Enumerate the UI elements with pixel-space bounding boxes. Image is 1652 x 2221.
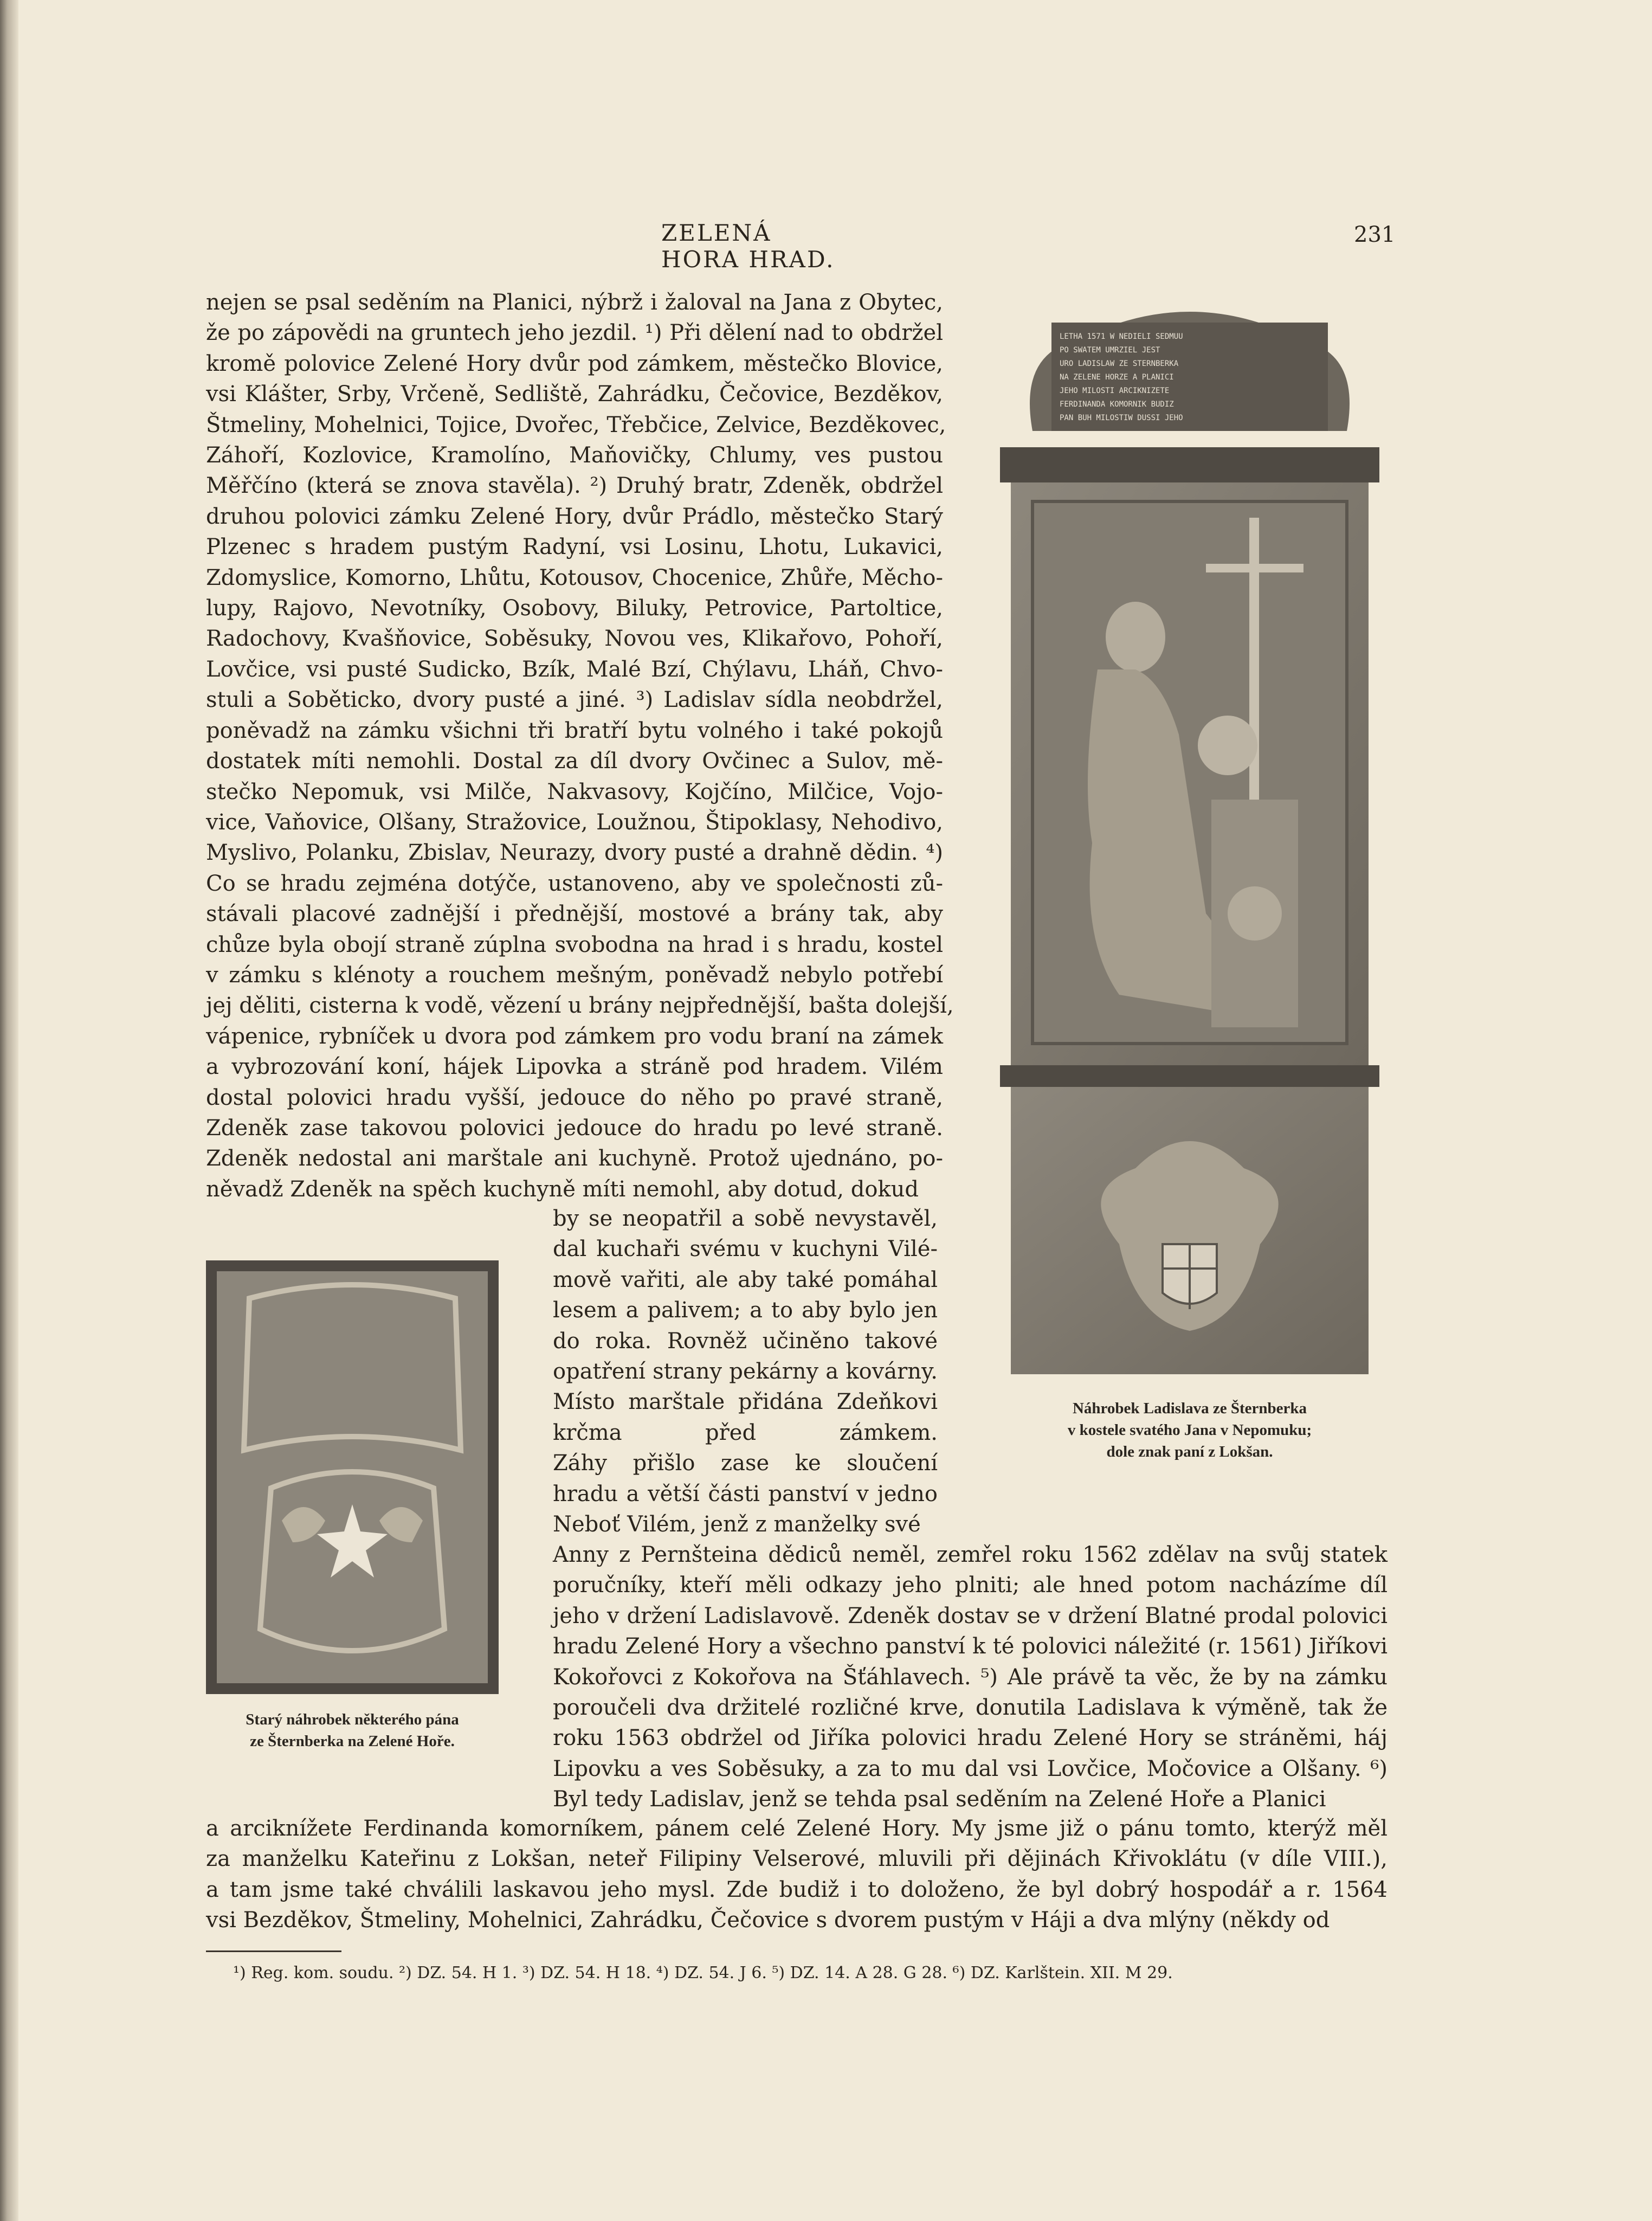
text-line: nejen se psal seděním na Planici, nýbrž i žaloval na Jana z Obytec, xyxy=(206,290,943,315)
text-line: dal kuchaři svému v kuchyni Vilé- xyxy=(553,1237,938,1262)
text-line: hradu a větší části panství v jedno xyxy=(553,1481,938,1507)
text-line: Anny z Pernšteina dědiců neměl, zemřel roku 1562 zdělav na svůj statek xyxy=(553,1542,1388,1567)
svg-text:PO SWATEM UMRZIEL JEST: PO SWATEM UMRZIEL JEST xyxy=(1060,346,1160,355)
text-line: poručníky, kteří měli odkazy jeho plniti; ale hned potom nacházíme díl xyxy=(553,1573,1388,1598)
svg-text:LETHA 1571 W NEDIELI SEDMUU: LETHA 1571 W NEDIELI SEDMUU xyxy=(1060,332,1183,341)
text-column-upper xyxy=(206,287,954,1205)
text-line: a vybrozování koní, hájek Lipovka a stráně pod hradem. Vilém xyxy=(206,1054,943,1080)
old-tombstone-image xyxy=(206,1260,499,1694)
text-line: chůze byla obojí straně zúplna svobodna na hrad i s hradu, kostel xyxy=(206,932,943,957)
text-column-wide xyxy=(553,1540,1388,1815)
text-line: vsi Klášter, Srby, Vrčeně, Sedliště, Zahrádku, Čečovice, Bezděkov, xyxy=(206,382,943,407)
text-line: Místo marštale přidána Zdeňkovi xyxy=(553,1389,938,1415)
text-line: kromě polovice Zelené Hory dvůr pod zámkem, městečko Blovice, xyxy=(206,351,943,376)
text-line: stávali placové zadnější i přednější, mostové a brány tak, aby xyxy=(206,902,943,927)
text-line: Lovčice, vsi pusté Sudicko, Bzík, Malé Bzí, Chýlavu, Lháň, Chvo- xyxy=(206,656,943,682)
text-line: mově vařiti, ale aby také pomáhal xyxy=(553,1267,938,1292)
page-edge xyxy=(0,0,18,2221)
text-line: hradu Zelené Hory a všechno panství k té polovici náležité (r. 1561) Jiříkovi xyxy=(553,1634,1388,1659)
text-line: by se neopatřil a sobě nevystavěl, xyxy=(553,1206,938,1231)
text-line: dostatek míti nemohli. Dostal za díl dvory Ovčinec a Sulov, mě- xyxy=(206,749,943,774)
text-line: Záhoří, Kozlovice, Kramolíno, Maňovičky, Chlumy, ves pustou xyxy=(206,443,943,468)
text-column-bottom xyxy=(206,1813,1388,1936)
text-line: Plzenec s hradem pustým Radyní, vsi Losinu, Lhotu, Lukavici, xyxy=(206,535,943,560)
text-line: stečko Nepomuk, vsi Milče, Nakvasovy, Kojčíno, Milčice, Vojo- xyxy=(206,779,943,804)
text-line: za manželku Kateřinu z Lokšan, neteř Filipiny Velserové, mluvili při dějinách Křivoklátu (v díle VIII.), xyxy=(206,1846,1388,1872)
text-line: něvadž Zdeněk na spěch kuchyně míti nemohl, aby dotud, dokud xyxy=(206,1176,919,1202)
text-line: roku 1563 obdržel od Jiříka polovici hradu Zelené Hory se stráněmi, háj xyxy=(553,1726,1388,1751)
text-line: Myslivo, Polanku, Zbislav, Neurazy, dvory pusté a drahně dědin. ⁴) xyxy=(206,840,943,866)
text-line: krčma před zámkem. xyxy=(553,1420,938,1445)
text-line: a arciknížete Ferdinanda komorníkem, pánem celé Zelené Hory. My jsme již o pánu tomto, kterýž měl xyxy=(206,1816,1388,1841)
text-line: Lipovku a ves Soběsuky, a za to mu dal vsi Lovčice, Močovice a Olšany. ⁶) xyxy=(553,1756,1388,1781)
text-line: lesem a palivem; a to aby bylo jen xyxy=(553,1298,938,1323)
text-line: opatření strany pekárny a kovárny. xyxy=(553,1359,938,1385)
text-line: Radochovy, Kvašňovice, Soběsuky, Novou ves, Klikařovo, Pohoří, xyxy=(206,626,943,652)
text-line: Měřčíno (která se znova stavěla). ²) Druhý bratr, Zdeněk, obdržel xyxy=(206,473,943,499)
tombstone-figure-right xyxy=(1000,290,1379,1374)
text-line: Byl tedy Ladislav, jenž se tehda psal seděním na Zelené Hoře a Planici xyxy=(553,1787,1326,1812)
text-line: lupy, Rajovo, Nevotníky, Osobovy, Biluky, Petrovice, Partoltice, xyxy=(206,596,943,621)
text-line: Co se hradu zejména dotýče, ustanoveno, aby ve společnosti zů- xyxy=(206,871,943,896)
text-line: do roka. Rovněž učiněno takové xyxy=(553,1328,938,1354)
text-line: v zámku s klénoty a rouchem mešným, poněvadž nebylo potřebí xyxy=(206,962,943,988)
svg-text:URO LADISLAW ZE STERNBERKA: URO LADISLAW ZE STERNBERKA xyxy=(1060,359,1179,368)
svg-text:NA ZELENE HORZE A PLANICI: NA ZELENE HORZE A PLANICI xyxy=(1060,373,1174,382)
text-line: druhou polovici zámku Zelené Hory, dvůr Prádlo, městečko Starý xyxy=(206,504,943,529)
svg-text:PAN BUH MILOSTIW DUSSI JEHO: PAN BUH MILOSTIW DUSSI JEHO xyxy=(1060,414,1183,422)
text-line: dostal polovici hradu vyšší, jedouce do něho po pravé straně, xyxy=(206,1085,943,1110)
text-line: Neboť Vilém, jenž z manželky své xyxy=(553,1512,921,1537)
text-line: jej děliti, cisterna k vodě, vězení u brány nejpřednější, bašta dolejší, xyxy=(206,993,954,1019)
svg-text:FERDINANDA KOMORNIK BUDIZ: FERDINANDA KOMORNIK BUDIZ xyxy=(1060,400,1174,409)
text-line: vice, Vaňovice, Olšany, Stražovice, Loužnou, Štipoklasy, Nehodivo, xyxy=(206,809,943,835)
right-figure-caption: Náhrobek Ladislava ze Šternberka v kostele svatého Jana v Nepomuku; dole znak paní z Lokšan. xyxy=(1067,1400,1312,1460)
text-line: Kokořovci z Kokořova na Šťáhlavech. ⁵) Ale právě ta věc, že by na zámku xyxy=(553,1664,1388,1690)
text-line: stuli a Soběticko, dvory pusté a jiné. ³) Ladislav sídla neobdržel, xyxy=(206,687,943,713)
footnotes: ¹) Reg. kom. soudu. ²) DZ. 54. H 1. ³) DZ. 54. H 18. ⁴) DZ. 54. J 6. ⁵) DZ. 14. A 28. G 28. ⁶) DZ. Karlštein. XII. M 29. xyxy=(233,1964,1173,1982)
text-line: poroučeli dva držitelé rozličné krve, donutila Ladislava k výměně, tak že xyxy=(553,1695,1388,1721)
text-line: poněvadž na zámku všichni tři bratří bytu volného i také pokojů xyxy=(206,718,943,743)
running-header: ZELENÁ HORA HRAD. xyxy=(661,220,835,273)
text-line: Zdomyslice, Komorno, Lhůtu, Kotousov, Chocenice, Zhůře, Měcho- xyxy=(206,565,943,590)
svg-text:JEHO MILOSTI ARCIKNIZETE: JEHO MILOSTI ARCIKNIZETE xyxy=(1060,387,1170,395)
text-line: Zdeněk zase takovou polovici jedouce do hradu po levé straně. xyxy=(206,1115,943,1141)
text-line: Štmeliny, Mohelnici, Tojice, Dvořec, Třebčice, Zelvice, Bezděkovec, xyxy=(206,412,946,437)
text-line: jeho v držení Ladislavově. Zdeněk dostav se v držení Blatné prodal polovici xyxy=(553,1603,1388,1628)
text-column-narrow xyxy=(553,1203,938,1540)
text-line: a tam jsme také chválili laskavou jeho mysl. Zde budiž i to doloženo, že byl dobrý hospodář a r. 1564 xyxy=(206,1877,1388,1902)
page-number: 231 xyxy=(1354,222,1396,247)
footnote-rule xyxy=(206,1950,341,1952)
tombstone-image xyxy=(1000,290,1379,1374)
tombstone-figure-left xyxy=(206,1260,499,1694)
text-line: vsi Bezděkov, Štmeliny, Mohelnici, Zahrádku, Čečovice s dvorem pustým v Háji a dva mlýny (někdy od xyxy=(206,1908,1330,1933)
left-figure-caption: Starý náhrobek některého pána ze Šternberka na Zelené Hoře. xyxy=(246,1711,459,1750)
text-line: Zdeněk nedostal ani marštale ani kuchyně. Protož ujednáno, po- xyxy=(206,1146,943,1171)
text-line: Záhy přišlo zase ke sloučení xyxy=(553,1451,938,1476)
text-line: vápenice, rybníček u dvora pod zámkem pro vodu braní na zámek xyxy=(206,1023,943,1049)
text-line: že po zápovědi na gruntech jeho jezdil. ¹) Při dělení nad to obdržel xyxy=(206,320,943,346)
